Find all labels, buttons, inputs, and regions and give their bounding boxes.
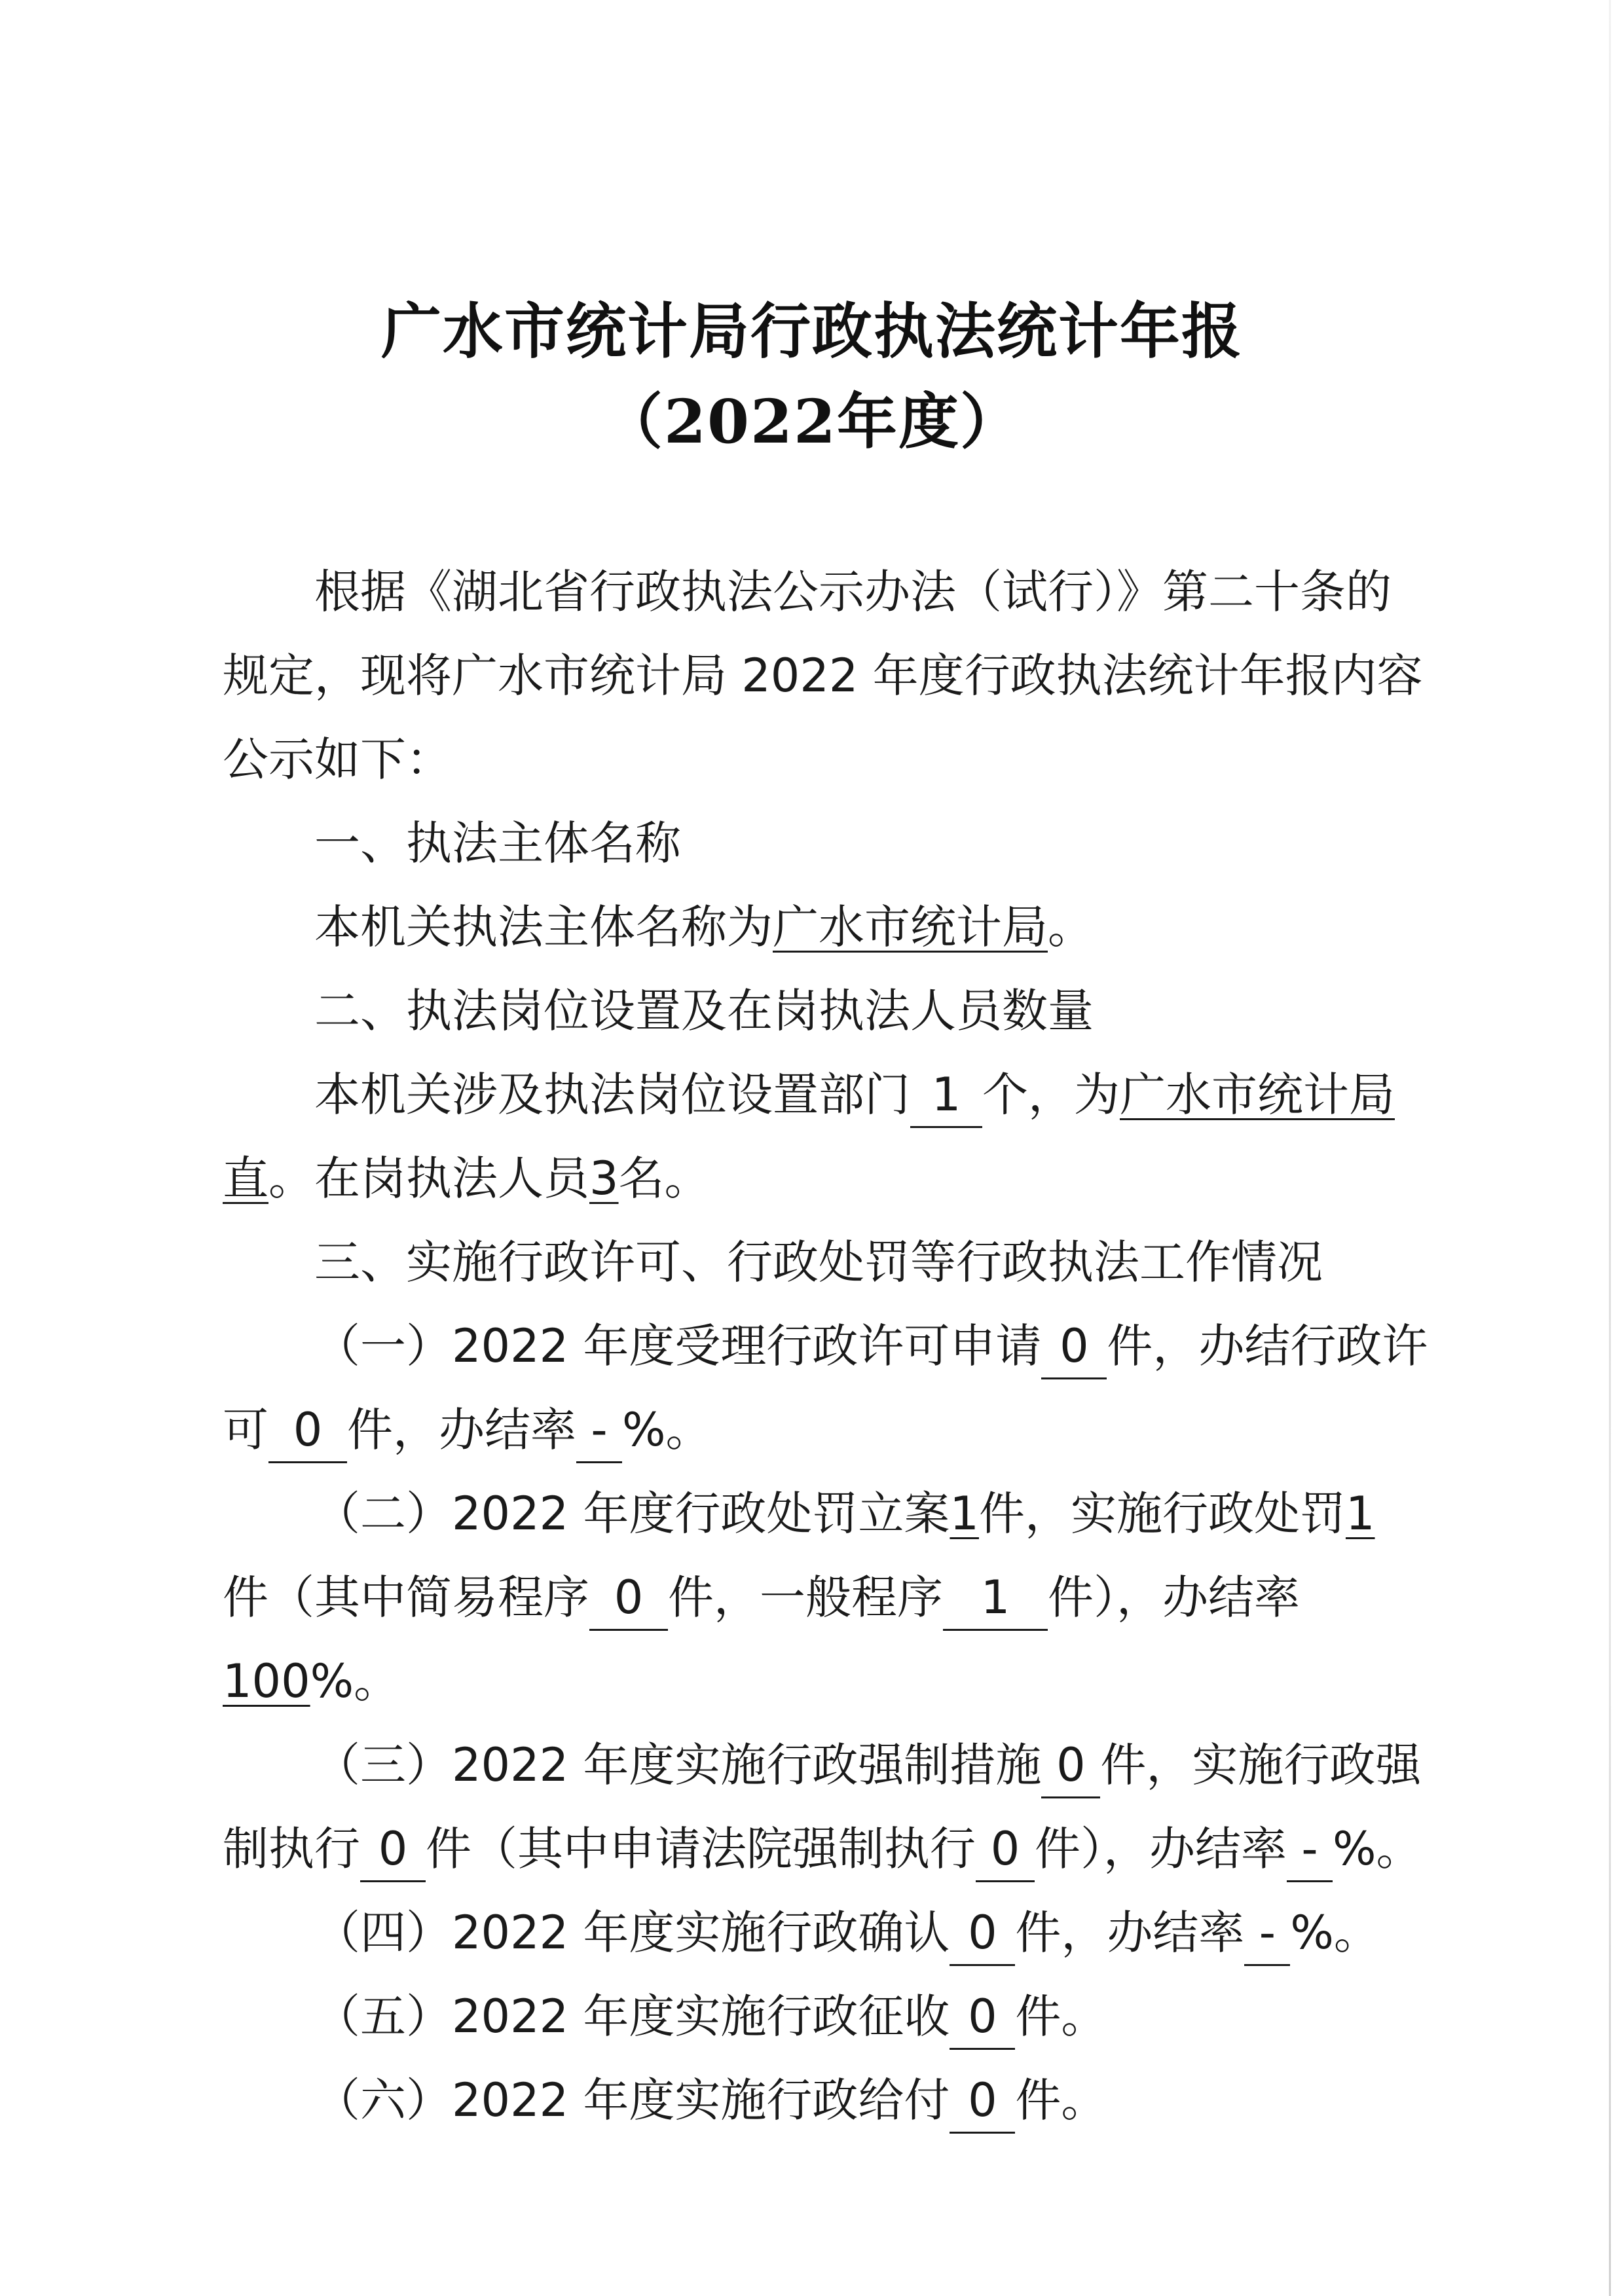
item-2-text-c: 件（其中简易程序	[223, 1571, 589, 1624]
item-2-line-1	[314, 1472, 1375, 1556]
item-1-line-2	[223, 1388, 712, 1472]
item-6-line	[314, 2058, 1107, 2142]
levy-count: 0	[950, 1985, 1015, 2050]
item-2-text-b: 件，实施行政处罚	[978, 1487, 1346, 1540]
intro-line-1: 根据《湖北省行政执法公示办法（试行）》第二十条的	[314, 565, 1392, 619]
item-4-line	[314, 1891, 1380, 1975]
item-6-text-a: （六）2022 年度实施行政给付	[314, 2073, 950, 2127]
item-5-text-a: （五）2022 年度实施行政征收	[314, 1990, 950, 2043]
coercive-enforcement-count: 0	[360, 1817, 426, 1882]
document-title: 广水市统计局行政执法统计年报	[380, 296, 1243, 367]
item-1-text-b: 件，办结行政许	[1107, 1319, 1428, 1373]
intro-line-3: 公示如下：	[223, 733, 452, 786]
penalties-imposed: 1	[1345, 1487, 1375, 1540]
item-1-text-d: 件，办结率	[347, 1403, 576, 1457]
item-1-text-a: （一）2022 年度受理行政许可申请	[314, 1319, 1042, 1373]
item-2-text-d: 件，一般程序	[668, 1571, 943, 1624]
penalty-cases-filed: 1	[950, 1487, 979, 1540]
section-2-heading: 二、执法岗位设置及在岗执法人员数量	[314, 984, 1094, 1038]
penalty-completion-rate: 100	[223, 1654, 310, 1708]
item-3-text-b: 件，实施行政强	[1100, 1738, 1422, 1792]
s2-text-b: 个，为	[982, 1068, 1120, 1121]
license-applications-count: 0	[1041, 1315, 1107, 1379]
item-1-text-e: %。	[622, 1403, 712, 1457]
confirmation-completion-rate: -	[1244, 1901, 1290, 1966]
item-3-text-e: 件），办结率	[1035, 1822, 1287, 1876]
payment-count: 0	[950, 2069, 1015, 2134]
item-6-text-b: 件。	[1015, 2073, 1107, 2127]
s2-text-a: 本机关涉及执法岗位设置部门	[314, 1068, 910, 1121]
item-5-line	[314, 1975, 1107, 2058]
item-2-line-2	[223, 1556, 1300, 1639]
section-2-content-line-1	[314, 1053, 1395, 1137]
section-1-heading: 一、执法主体名称	[314, 816, 681, 870]
s2-text-c: 。在岗执法人员	[268, 1152, 589, 1205]
intro-line-2: 规定，现将广水市统计局 2022 年度行政执法统计年报内容	[223, 649, 1423, 702]
general-procedure-count: 1	[943, 1566, 1048, 1631]
simple-procedure-count: 0	[589, 1566, 668, 1631]
dept-count: 1	[910, 1063, 982, 1128]
section-1-content	[314, 885, 1094, 969]
coercive-measures-count: 0	[1041, 1734, 1100, 1798]
item-3-text-c: 制执行	[223, 1822, 360, 1876]
confirmations-count: 0	[950, 1901, 1015, 1966]
section-3-heading: 三、实施行政许可、行政处罚等行政执法工作情况	[314, 1235, 1323, 1289]
staff-count: 3	[589, 1152, 619, 1205]
dept-name-part-1: 广水市统计局	[1120, 1068, 1395, 1121]
item-4-text-a: （四）2022 年度实施行政确认	[314, 1906, 950, 1959]
license-completed-count: 0	[268, 1398, 347, 1463]
item-5-text-b: 件。	[1015, 1990, 1107, 2043]
item-2-line-3	[223, 1639, 399, 1723]
item-1-line-1	[314, 1304, 1428, 1388]
item-4-text-b: 件，办结率	[1015, 1906, 1245, 1959]
dept-name-part-2: 直	[223, 1152, 268, 1205]
coercive-completion-rate: -	[1287, 1817, 1333, 1882]
item-2-text-a: （二）2022 年度行政处罚立案	[314, 1487, 950, 1540]
document-subtitle-year: （2022年度）	[602, 386, 1022, 457]
item-3-line-1	[314, 1723, 1421, 1807]
item-3-text-f: %。	[1333, 1822, 1422, 1876]
court-enforcement-count: 0	[976, 1817, 1035, 1882]
license-completion-rate: -	[576, 1398, 622, 1463]
item-3-text-d: 件（其中申请法院强制执行	[426, 1822, 976, 1876]
item-4-text-c: %。	[1290, 1906, 1380, 1959]
item-2-text-f: %。	[310, 1654, 400, 1708]
enforcement-body-name: 广水市统计局	[773, 900, 1048, 954]
item-3-line-2	[223, 1807, 1422, 1891]
s2-text-d: 名。	[618, 1152, 710, 1205]
section-2-content-line-2	[223, 1137, 710, 1220]
item-3-text-a: （三）2022 年度实施行政强制措施	[314, 1738, 1042, 1792]
item-2-text-e: 件），办结率	[1048, 1571, 1300, 1624]
s1-suffix: 。	[1048, 900, 1094, 954]
s1-prefix: 本机关执法主体名称为	[314, 900, 773, 954]
item-1-text-c: 可	[223, 1403, 268, 1457]
